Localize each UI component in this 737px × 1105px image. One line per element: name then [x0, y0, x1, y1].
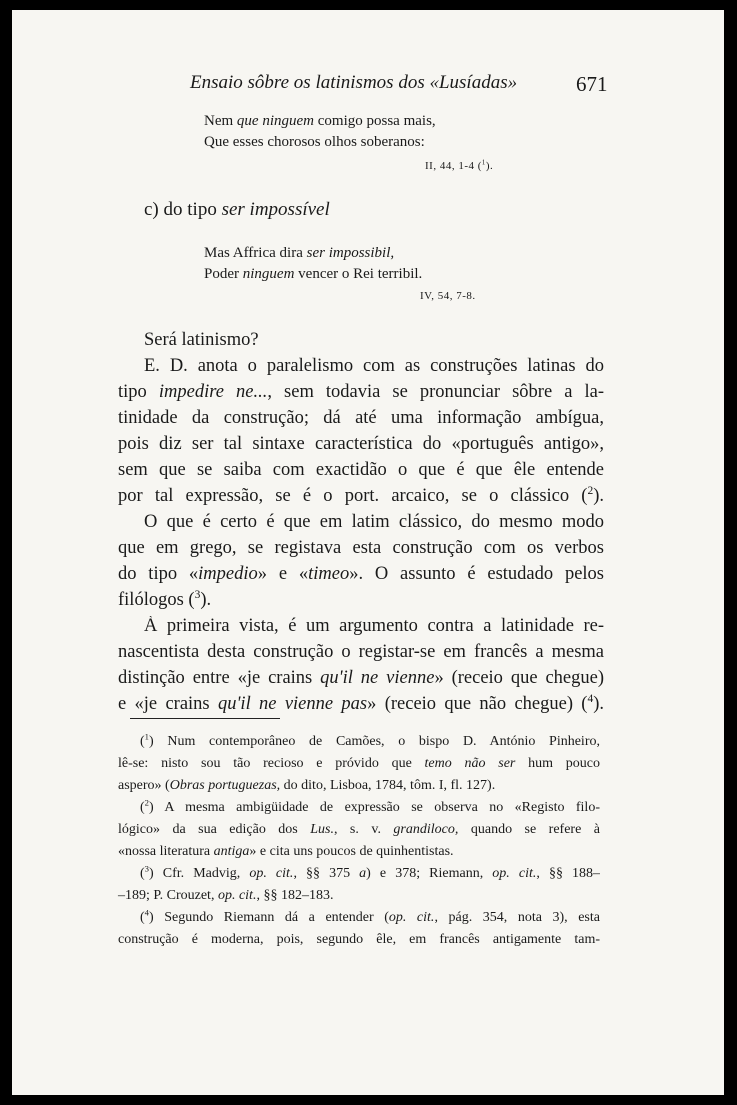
footnote-line: lógico» da sua edição dos Lus., s. v. grandiloco, quando se refere à [118, 822, 600, 837]
paragraph-line: distinção entre «je crains qu'il ne vienne» (receio que chegue) [118, 668, 604, 688]
paragraph-line: tipo impedire ne..., sem todavia se pronunciar sôbre a la- [118, 382, 604, 402]
paragraph-line: nascentista desta construção o registar-se em francês a mesma [118, 642, 604, 662]
footnote-line: –189; P. Crouzet, op. cit., §§ 182–183. [118, 888, 334, 903]
paragraph-line: tinidade da construção; dá até uma informação ambígua, [118, 408, 604, 428]
paragraph-line: pois diz ser tal sintaxe característica do «português antigo», [118, 434, 604, 454]
book-page [12, 10, 724, 1095]
paragraph-line: e «je crains qu'il ne vienne pas» (receio que não chegue) ($^4$). [118, 694, 604, 714]
paragraph-line: E. D. anota o paralelismo com as construções latinas do [144, 356, 604, 376]
section-heading: c) do tipo ser impossível [144, 199, 330, 220]
footnote-line: ($^2$) A mesma ambigüidade de expressão se observa no «Registo filo- [140, 800, 600, 815]
paragraph-line: Será latinismo? [144, 330, 259, 350]
paragraph-line: sem que se saiba com exactidão o que é que êle entende [118, 460, 604, 480]
verse-line: Nem que ninguem comigo possa mais, [204, 113, 436, 129]
paragraph-line: por tal expressão, se é o port. arcaico, se o clássico ($^2$). [118, 486, 604, 506]
page-number: 671 [576, 72, 608, 96]
footnote-line: ($^4$) Segundo Riemann dá a entender (op. cit., pág. 354, nota 3), esta [140, 910, 600, 925]
verse-reference: II, 44, 1-4 ($^1$). [425, 159, 494, 172]
running-header: Ensaio sôbre os latinismos dos «Lusíadas» [190, 72, 518, 93]
footnote-line: construção é moderna, pois, segundo êle, em francês antigamente tam- [118, 932, 600, 947]
footnote-separator [130, 718, 280, 719]
paragraph-line: À primeira vista, é um argumento contra a latinidade re- [144, 616, 604, 636]
footnote-line: aspero» (Obras portuguezas, do dito, Lisboa, 1784, tôm. I, fl. 127). [118, 778, 496, 793]
verse-line: Que esses chorosos olhos soberanos: [204, 134, 425, 150]
verse-line: Poder ninguem vencer o Rei terribil. [204, 266, 423, 282]
paragraph-line: filólogos ($^3$). [118, 588, 212, 610]
verse-reference: IV, 54, 7-8. [420, 290, 476, 302]
paragraph-line: do tipo «impedio» e «timeo». O assunto é estudado pelos [118, 564, 604, 584]
footnote-line: ($^3$) Cfr. Madvig, op. cit., §§ 375 a) e 378; Riemann, op. cit., §§ 188– [140, 866, 600, 881]
verse-line: Mas Affrica dira ser impossibil, [204, 245, 395, 261]
paragraph-line: O que é certo é que em latim clássico, do mesmo modo [144, 512, 604, 532]
footnote-line: lê-se: nisto sou tão recioso e próvido que temo não ser hum pouco [118, 756, 600, 771]
footnote-line: «nossa literatura antiga» e cita uns poucos de quinhentistas. [118, 844, 454, 859]
paragraph-line: que em grego, se registava esta construção com os verbos [118, 538, 604, 558]
footnote-line: ($^1$) Num contemporâneo de Camões, o bispo D. António Pinheiro, [140, 734, 600, 749]
